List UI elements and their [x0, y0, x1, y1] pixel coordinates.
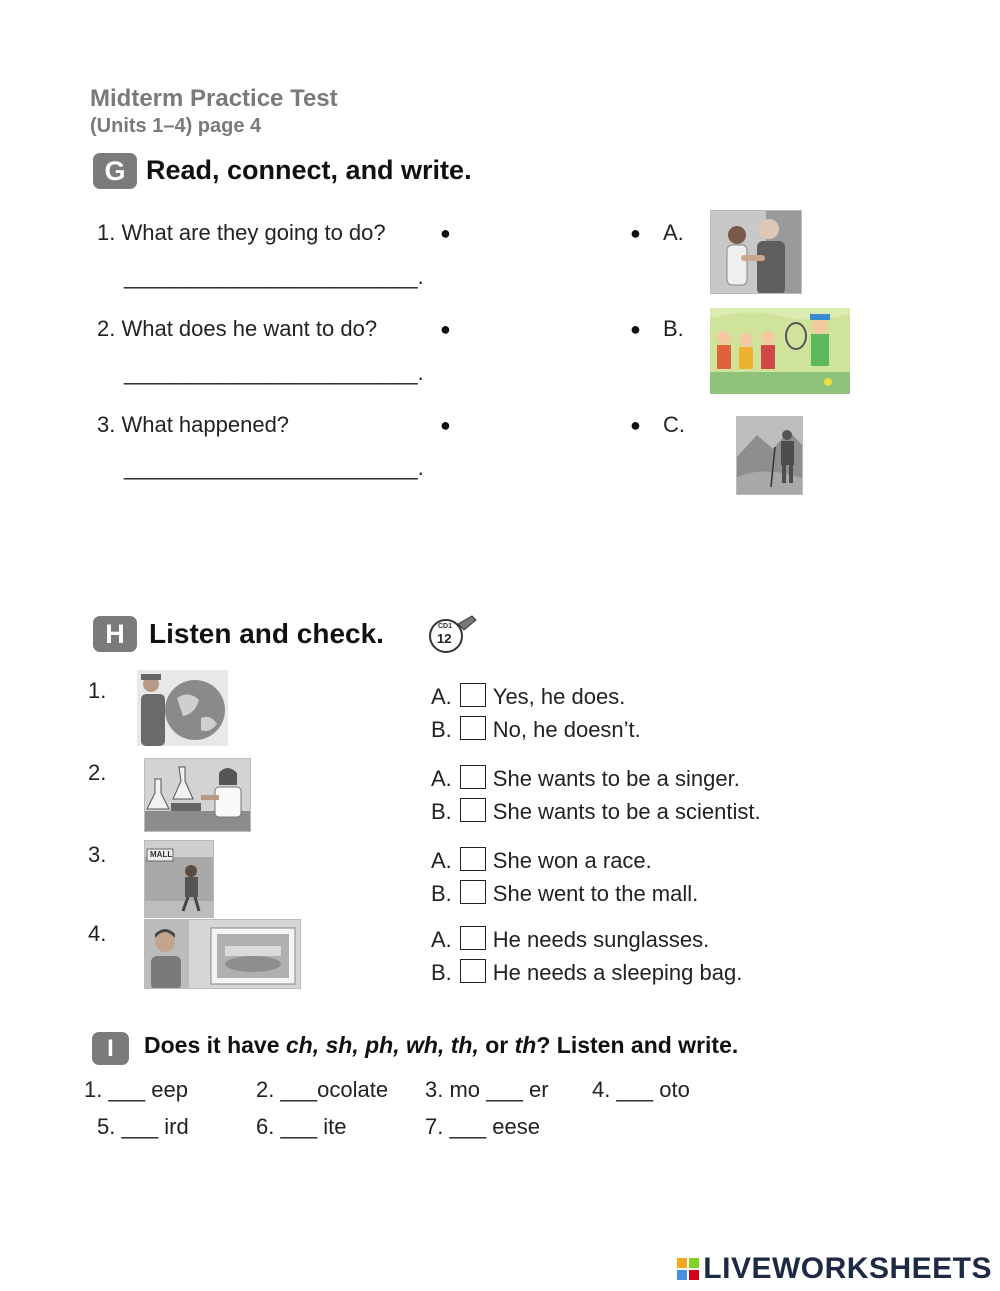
- listen-item-1-number: 1.: [88, 678, 107, 703]
- question-3-answer-line[interactable]: ________________________.: [124, 455, 424, 480]
- option-letter: B.: [431, 799, 452, 824]
- question-1-dot[interactable]: ●: [440, 223, 451, 243]
- checkbox[interactable]: [460, 880, 486, 904]
- phonics-item-4[interactable]: 4. ___ oto: [592, 1077, 690, 1102]
- answer-c-label: C.: [663, 412, 685, 437]
- option-letter: A.: [431, 684, 452, 709]
- option-text: She wants to be a singer.: [492, 766, 740, 791]
- section-h-title: Listen and check.: [149, 618, 384, 649]
- cd-track-icon[interactable]: [428, 614, 478, 656]
- listen-item-2-picture: [144, 758, 251, 832]
- option-letter: B.: [431, 960, 452, 985]
- listen-item-1-option-a: [431, 683, 625, 710]
- question-2-dot[interactable]: ●: [440, 319, 451, 339]
- listen-item-2-option-b: [431, 798, 761, 825]
- option-text: She won a race.: [492, 848, 652, 873]
- section-i-title-digraphs: ch, sh, ph, wh, th,: [285, 1032, 479, 1058]
- answer-c-dot[interactable]: ●: [630, 415, 641, 435]
- phonics-item-3[interactable]: 3. mo ___ er: [425, 1077, 549, 1102]
- question-2-answer-line[interactable]: ________________________.: [124, 360, 424, 385]
- checkbox[interactable]: [460, 798, 486, 822]
- section-i-title-part: Does it have: [144, 1032, 286, 1058]
- phonics-item-6[interactable]: 6. ___ ite: [256, 1114, 347, 1139]
- section-g-title: Read, connect, and write.: [146, 155, 472, 185]
- listen-item-4-picture: [144, 919, 301, 989]
- logo-text: LIVEWORKSHEETS: [703, 1252, 992, 1285]
- logo-blocks-icon: [677, 1258, 699, 1280]
- phonics-item-1[interactable]: 1. ___ eep: [84, 1077, 188, 1102]
- option-text: She wants to be a scientist.: [492, 799, 761, 824]
- section-h-badge: H: [93, 616, 137, 652]
- option-letter: A.: [431, 766, 452, 791]
- cd-track-number: 12: [437, 631, 452, 646]
- section-i-badge: I: [92, 1032, 129, 1065]
- worksheet-subtitle: (Units 1–4) page 4: [90, 115, 262, 137]
- question-1-text: 1. What are they going to do?: [97, 220, 386, 245]
- checkbox[interactable]: [460, 959, 486, 983]
- checkbox[interactable]: [460, 847, 486, 871]
- option-text: She went to the mall.: [492, 881, 699, 906]
- phonics-item-5[interactable]: 5. ___ ird: [97, 1114, 189, 1139]
- listen-item-3-picture: [144, 840, 214, 918]
- checkbox[interactable]: [460, 926, 486, 950]
- option-letter: A.: [431, 848, 452, 873]
- cd-label: CD1: [438, 623, 453, 630]
- listen-item-3-number: 3.: [88, 842, 107, 867]
- option-letter: A.: [431, 927, 452, 952]
- picture-a-handshake: [710, 210, 802, 294]
- checkbox[interactable]: [460, 765, 486, 789]
- picture-c-hiker: [736, 416, 803, 495]
- phonics-item-2[interactable]: 2. ___ocolate: [256, 1077, 389, 1102]
- question-2-text: 2. What does he want to do?: [97, 316, 378, 341]
- option-text: Yes, he does.: [492, 684, 626, 709]
- question-3-text: 3. What happened?: [97, 412, 290, 437]
- answer-a-label: A.: [663, 220, 684, 245]
- listen-item-4-option-a: [431, 926, 709, 953]
- listen-item-3-option-a: [431, 847, 652, 874]
- answer-b-dot[interactable]: ●: [630, 319, 641, 339]
- liveworksheets-logo[interactable]: [677, 1252, 992, 1286]
- mall-sign-text: MALL: [150, 850, 173, 859]
- question-3-dot[interactable]: ●: [440, 415, 451, 435]
- listen-item-4-option-b: [431, 959, 742, 986]
- listen-item-1-picture: [137, 670, 228, 746]
- option-letter: B.: [431, 717, 452, 742]
- question-1-answer-line[interactable]: ________________________.: [124, 264, 424, 289]
- section-i-title-part: or: [478, 1032, 515, 1058]
- picture-b-kids-tennis: [710, 308, 850, 394]
- listen-item-4-number: 4.: [88, 921, 107, 946]
- listen-item-1-option-b: [431, 716, 641, 743]
- checkbox[interactable]: [460, 716, 486, 740]
- section-i-title: [144, 1032, 738, 1059]
- listen-item-2-option-a: [431, 765, 740, 792]
- phonics-item-7[interactable]: 7. ___ eese: [425, 1114, 540, 1139]
- section-g-badge: G: [93, 153, 137, 189]
- listen-item-2-number: 2.: [88, 760, 107, 785]
- section-i-title-part: ? Listen and write.: [536, 1032, 739, 1058]
- option-text: He needs sunglasses.: [492, 927, 710, 952]
- option-text: He needs a sleeping bag.: [492, 960, 743, 985]
- option-text: No, he doesn’t.: [492, 717, 641, 742]
- listen-item-3-option-b: [431, 880, 698, 907]
- checkbox[interactable]: [460, 683, 486, 707]
- section-i-title-digraph-th: th: [514, 1032, 537, 1058]
- answer-a-dot[interactable]: ●: [630, 223, 641, 243]
- answer-b-label: B.: [663, 316, 684, 341]
- option-letter: B.: [431, 881, 452, 906]
- worksheet-title: Midterm Practice Test: [90, 85, 338, 112]
